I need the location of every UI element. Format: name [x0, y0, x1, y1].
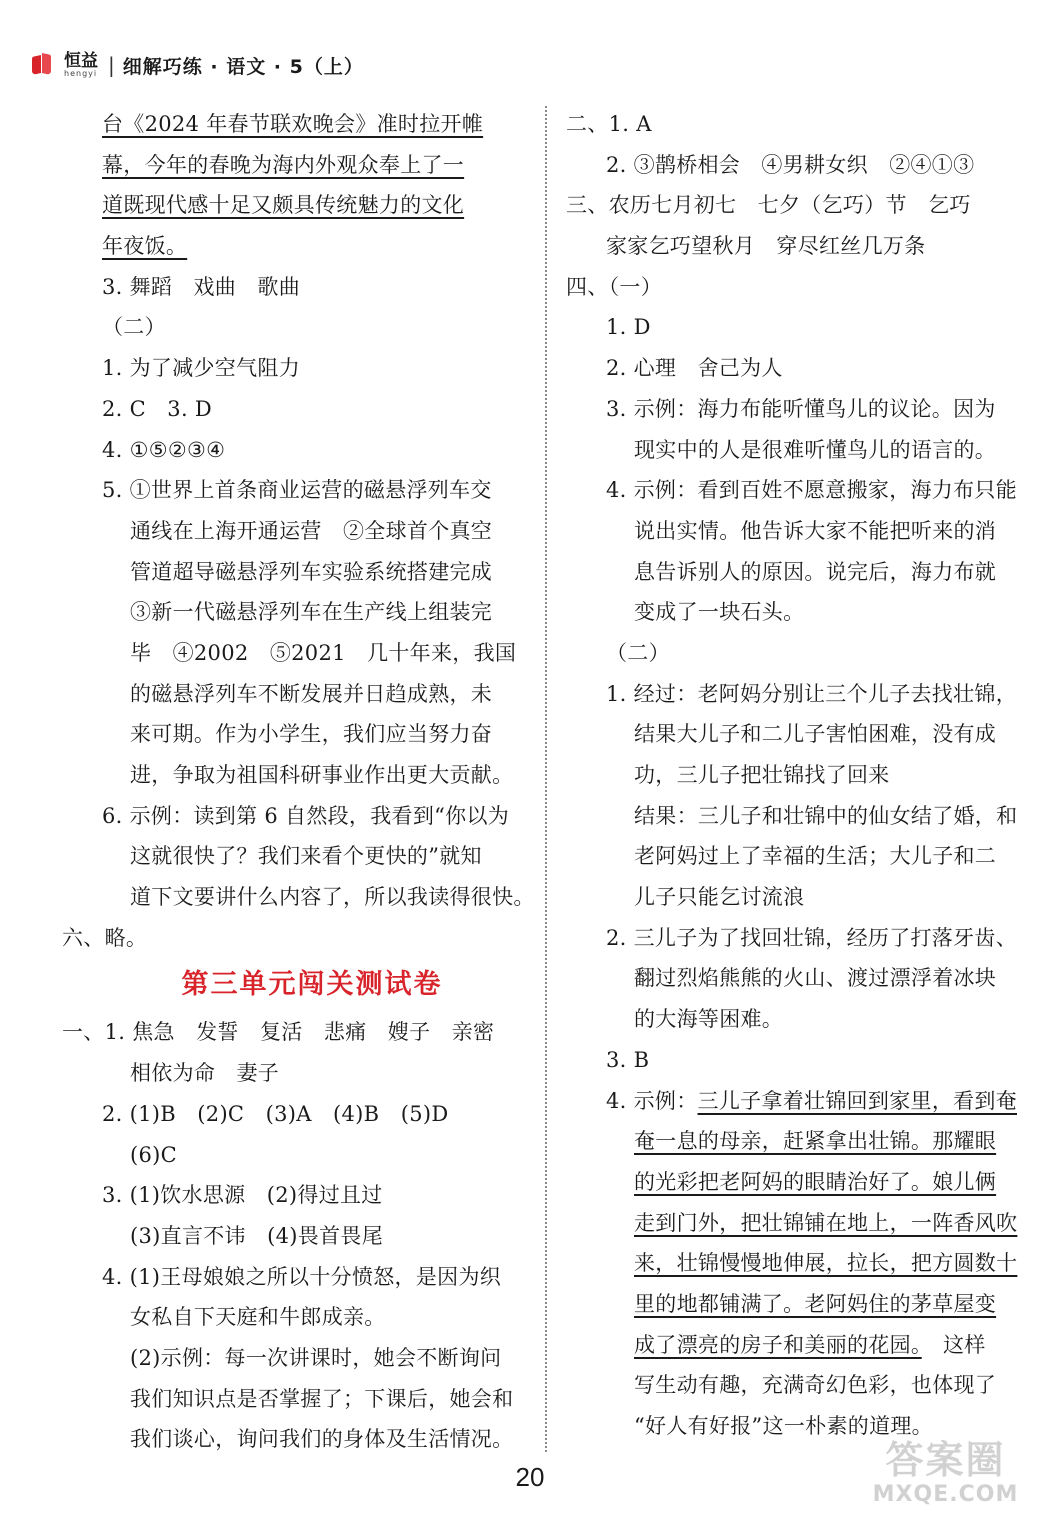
page-number: 20 — [515, 1462, 545, 1492]
answer-line: 4. 示例：看到百姓不愿意搬家，海力布只能 — [606, 478, 1018, 503]
answer-prefix: 4. 示例： — [606, 1088, 698, 1113]
answer-line: 5. ①世界上首条商业运营的磁悬浮列车交 — [102, 478, 492, 503]
answer-line: 3. 舞蹈 戏曲 歌曲 — [102, 274, 301, 299]
underlined-text: 成了漂亮的房子和美丽的花园。 — [634, 1332, 922, 1357]
answer-line: 2. ③鹊桥相会 ④男耕女织 ②④①③ — [606, 152, 975, 177]
answer-line: 2. 三儿子为了找回壮锦，经历了打落牙齿、 — [606, 925, 1018, 950]
answer-line — [566, 1162, 1036, 1203]
answer-line: “好人有好报”这一朴素的道理。 — [634, 1414, 933, 1438]
underlined-text: 走到门外，把壮锦铺在地上，一阵香风吹 — [634, 1210, 1018, 1235]
answer-line: (2)示例：每一次讲课时，她会不断询问 — [130, 1345, 502, 1370]
underlined-text: 三儿子拿着壮锦回到家里，看到奄 — [697, 1088, 1018, 1113]
answer-line: 毕 ④2002 ⑤2021 几十年来，我国 — [130, 640, 517, 665]
underlined-text: 里的地都铺满了。老阿妈住的茅草屋变 — [634, 1291, 997, 1316]
answer-line: 6. 示例：读到第 6 自然段，我看到“你以为 — [102, 803, 510, 828]
answer-line: (6)C — [130, 1142, 178, 1167]
answer-line: ③新一代磁悬浮列车在生产线上组装完 — [130, 600, 493, 625]
answer-line — [566, 1081, 1036, 1122]
section-title: 第三单元闯关测试卷 — [181, 969, 443, 1001]
answer-line: 说出实情。他告诉大家不能把听来的消 — [634, 518, 997, 543]
answer-line — [566, 1243, 1036, 1284]
answer-line: 三、农历七月初七 七夕（乞巧）节 乞巧 — [566, 193, 971, 218]
subsection-heading: 四、（一） — [566, 274, 662, 299]
answer-line: 台《2024 年春节联欢晚会》准时拉开帷 — [102, 112, 484, 136]
underlined-text: 来，壮锦慢慢地伸展，拉长，把方圆数十 — [634, 1251, 1018, 1276]
answer-line: 翻过烈焰熊熊的火山、渡过漂浮着冰块 — [634, 966, 997, 991]
answer-line: 2. 心理 舍己为人 — [606, 356, 783, 381]
answer-line: 2. (1)B (2)C (3)A (4)B (5)D — [102, 1101, 449, 1126]
answer-line: 道下文要讲什么内容了，所以我读得很快。 — [130, 885, 535, 910]
subsection-heading: （二） — [606, 640, 670, 665]
underlined-text: 的光彩把老阿妈的眼睛治好了。娘儿俩 — [634, 1169, 997, 1194]
answer-line: 写生动有趣，充满奇幻色彩，也体现了 — [634, 1373, 997, 1398]
plain-text: 这样 — [921, 1332, 986, 1357]
answer-line: 2. C 3. D — [102, 396, 213, 421]
answer-line: 来可期。作为小学生，我们应当努力奋 — [130, 722, 493, 747]
answer-line: 1. D — [606, 315, 651, 340]
answer-line: 老阿妈过上了幸福的生活；大儿子和二 — [634, 844, 997, 869]
watermark-top-text: 答案圈 — [885, 1438, 1006, 1482]
answer-line: 这就很快了？我们来看个更快的”就知 — [130, 844, 482, 869]
answer-line — [566, 1325, 1036, 1366]
answer-line: 一、1. 焦急 发誓 复活 悲痛 嫂子 亲密 — [62, 1020, 495, 1045]
answer-line: 4. (1)王母娘娘之所以十分愤怒，是因为织 — [102, 1264, 502, 1289]
answer-line: 儿子只能乞讨流浪 — [634, 885, 805, 910]
answer-line: 进，争取为祖国科研事业作出更大贡献。 — [130, 763, 514, 787]
answer-line: 通线在上海开通运营 ②全球首个真空 — [130, 518, 493, 543]
underlined-text: 奄一息的母亲，赶紧拿出壮锦。那耀眼 — [634, 1129, 997, 1154]
publisher-logo — [32, 50, 98, 78]
subsection-heading: （二） — [102, 315, 166, 340]
answer-line: 3. 示例：海力布能听懂鸟儿的议论。因为 — [606, 396, 996, 421]
answer-line: (3)直言不讳 (4)畏首畏尾 — [130, 1223, 383, 1248]
answer-line — [566, 1203, 1036, 1244]
answer-line — [566, 1121, 1036, 1162]
logo-chinese-text: 恒益 — [64, 50, 98, 71]
answer-line: 道既现代感十足又颇具传统魅力的文化 — [102, 193, 465, 218]
answer-line: 变成了一块石头。 — [634, 600, 805, 625]
column-divider — [545, 106, 547, 1452]
left-column — [62, 104, 535, 1460]
answer-line: 管道超导磁悬浮列车实验系统搭建完成 — [130, 559, 493, 584]
answer-line: 结果大儿子和二儿子害怕困难，没有成 — [634, 722, 997, 747]
answer-line: 的大海等困难。 — [634, 1007, 784, 1032]
answer-line: 息告诉别人的原因。说完后，海力布就 — [634, 559, 997, 584]
page-header — [32, 50, 364, 80]
answer-line: 二、1. A — [566, 112, 652, 136]
answer-line: 我们谈心，询问我们的身体及生活情况。 — [130, 1427, 514, 1452]
logo-english-text: hengyi — [64, 68, 98, 78]
answer-line: 3. B — [606, 1047, 650, 1072]
answer-line: 结果：三儿子和壮锦中的仙女结了婚，和 — [634, 803, 1018, 828]
answer-line: 功，三儿子把壮锦找了回来 — [634, 763, 890, 787]
answer-line: 我们知识点是否掌握了；下课后，她会和 — [130, 1386, 514, 1411]
answer-line: 年夜饭。 — [102, 234, 188, 259]
answer-line: 1. 为了减少空气阻力 — [102, 356, 301, 381]
answer-line: 女私自下天庭和牛郎成亲。 — [130, 1305, 386, 1330]
answer-line: 家家乞巧望秋月 穿尽红丝几万条 — [606, 234, 926, 259]
answer-line — [566, 1284, 1036, 1325]
book-title: 细解巧练 · 语文 · 5（上） — [122, 55, 364, 78]
answer-line: 3. (1)饮水思源 (2)得过且过 — [102, 1183, 383, 1208]
right-column — [566, 104, 1036, 1447]
answer-line: 4. ①⑤②③④ — [102, 437, 226, 462]
answer-line: 相依为命 妻子 — [130, 1061, 280, 1086]
answer-line: 幕，今年的春晚为海内外观众奉上了一 — [102, 152, 465, 177]
book-logo-icon — [32, 54, 60, 76]
header-separator: | — [108, 53, 115, 77]
answer-line: 1. 经过：老阿妈分别让三个儿子去找壮锦， — [606, 681, 1018, 706]
answer-line: 的磁悬浮列车不断发展并日趋成熟，未 — [130, 681, 493, 706]
site-watermark — [853, 1438, 1038, 1518]
answer-line: 六、略。 — [62, 925, 148, 950]
answer-line: 现实中的人是很难听懂鸟儿的语言的。 — [634, 437, 997, 462]
watermark-bottom-text: MXQE.COM — [872, 1482, 1019, 1507]
